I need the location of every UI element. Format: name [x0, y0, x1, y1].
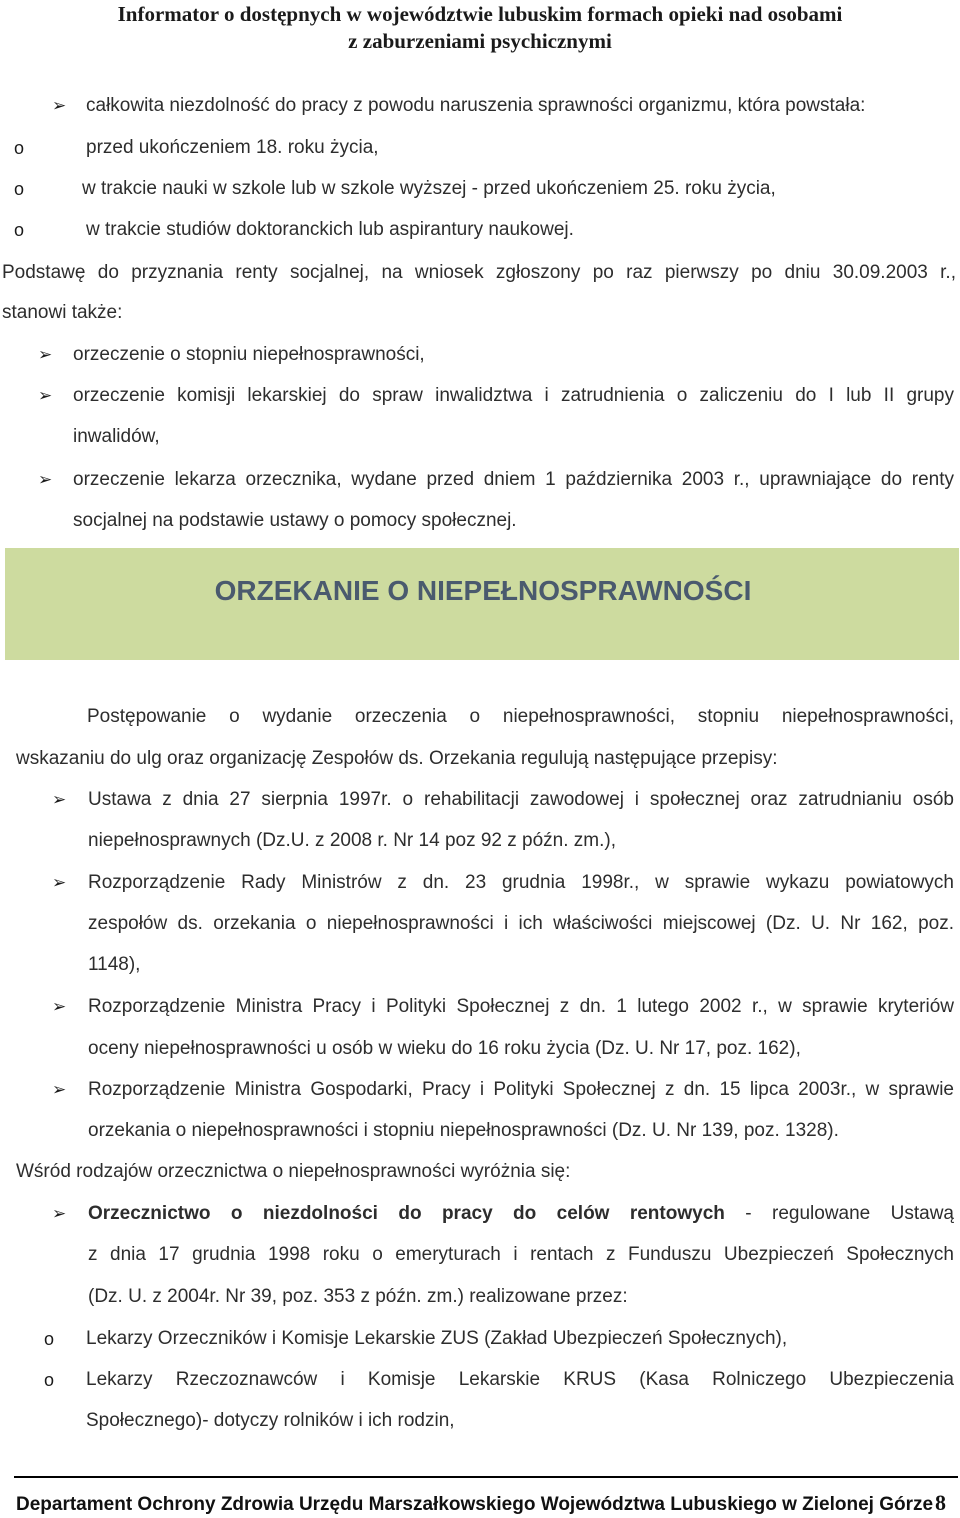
list-item: Lekarzy Rzeczoznawców i Komisje Lekarskie KRUS (Kasa Rolniczego Ubezpieczenia — [86, 1369, 954, 1390]
section-title: ORZEKANIE O NIEPEŁNOSPRAWNOŚCI — [214, 575, 752, 606]
arrow-bullet-icon: ➢ — [52, 1204, 67, 1223]
page-number: 8 — [935, 1490, 946, 1515]
circle-bullet-icon: o — [14, 179, 25, 199]
list-item: Rozporządzenie Ministra Gospodarki, Pracy i Polityki Społecznej z dn. 15 lipca 2003r., w sprawie — [88, 1079, 954, 1100]
circle-bullet-icon: o — [14, 138, 25, 158]
list-item-continuation: (Dz. U. z 2004r. Nr 39, poz. 353 z późn. zm.) realizowane przez: — [88, 1286, 628, 1307]
list-item: Rozporządzenie Rady Ministrów z dn. 23 grudnia 1998r., w sprawie wykazu powiatowych — [88, 872, 954, 893]
list-item: Lekarzy Orzeczników i Komisje Lekarskie ZUS (Zakład Ubezpieczeń Społecznych), — [86, 1328, 788, 1349]
paragraph-line: Podstawę do przyznania renty socjalnej, na wniosek zgłoszony po raz pierwszy po dniu 30.09.2003 r., — [2, 262, 956, 283]
list-item — [88, 1202, 954, 1226]
list-item: w trakcie nauki w szkole lub w szkole wyższej - przed ukończeniem 25. roku życia, — [82, 178, 776, 199]
paragraph-line: Postępowanie o wydanie orzeczenia o niepełnosprawności, stopniu niepełnosprawności, — [87, 706, 954, 727]
list-item-continuation: socjalnej na podstawie ustawy o pomocy społecznej. — [73, 510, 517, 531]
footer-divider — [14, 1476, 958, 1478]
arrow-bullet-icon: ➢ — [38, 345, 53, 364]
circle-bullet-icon: o — [14, 220, 25, 240]
arrow-bullet-icon: ➢ — [52, 96, 67, 115]
list-item-continuation: 1148), — [88, 954, 141, 975]
circle-bullet-icon: o — [44, 1329, 55, 1349]
list-item-continuation: z dnia 17 grudnia 1998 roku o emeryturach i rentach z Funduszu Ubezpieczeń Społecznych — [88, 1244, 954, 1265]
bold-term: Orzecznictwo o niezdolności do pracy do celów rentowych — [88, 1203, 725, 1224]
list-item-text: - regulowane Ustawą — [724, 1203, 954, 1224]
paragraph-line: Wśród rodzajów orzecznictwa o niepełnosprawności wyróżnia się: — [16, 1161, 571, 1182]
list-item: Ustawa z dnia 27 sierpnia 1997r. o rehabilitacji zawodowej i społecznej oraz zatrudnianiu osób — [88, 789, 954, 810]
list-item: orzeczenie o stopniu niepełnosprawności, — [73, 344, 425, 365]
paragraph-line: wskazaniu do ulg oraz organizację Zespołów ds. Orzekania regulują następujące przepisy: — [16, 748, 778, 769]
circle-bullet-icon: o — [44, 1370, 55, 1390]
list-item-continuation: oceny niepełnosprawności u osób w wieku do 16 roku życia (Dz. U. Nr 17, poz. 162), — [88, 1038, 801, 1059]
arrow-bullet-icon: ➢ — [52, 790, 67, 809]
list-item-continuation: inwalidów, — [73, 426, 160, 447]
arrow-bullet-icon: ➢ — [38, 470, 53, 489]
arrow-bullet-icon: ➢ — [52, 997, 67, 1016]
list-item: orzeczenie lekarza orzecznika, wydane przed dniem 1 października 2003 r., uprawniające do renty — [73, 469, 954, 490]
header-title-line-2: z zaburzeniami psychicznymi — [348, 29, 612, 53]
list-item-continuation: zespołów ds. orzekania o niepełnosprawności i ich właściwości miejscowej (Dz. U. Nr 162, poz. — [88, 913, 954, 934]
list-item: orzeczenie komisji lekarskiej do spraw inwalidztwa i zatrudnienia o zaliczeniu do I lub II grupy — [73, 385, 954, 406]
list-item-continuation: orzekania o niepełnosprawności i stopniu niepełnosprawności (Dz. U. Nr 139, poz. 1328). — [88, 1120, 839, 1141]
arrow-bullet-icon: ➢ — [52, 873, 67, 892]
arrow-bullet-icon: ➢ — [38, 386, 53, 405]
list-item: w trakcie studiów doktoranckich lub aspirantury naukowej. — [86, 219, 574, 240]
list-item: całkowita niezdolność do pracy z powodu naruszenia sprawności organizmu, która powstała: — [86, 95, 866, 116]
header-title-line-1: Informator o dostępnych w województwie lubuskim formach opieki nad osobami — [117, 2, 843, 26]
list-item-continuation: Społecznego)- dotyczy rolników i ich rodzin, — [86, 1410, 455, 1431]
list-item-continuation: niepełnosprawnych (Dz.U. z 2008 r. Nr 14 poz 92 z późn. zm.), — [88, 830, 617, 851]
list-item: Rozporządzenie Ministra Pracy i Polityki Społecznej z dn. 1 lutego 2002 r., w sprawie kryteriów — [88, 996, 954, 1017]
arrow-bullet-icon: ➢ — [52, 1080, 67, 1099]
footer-department: Departament Ochrony Zdrowia Urzędu Marszałkowskiego Województwa Lubuskiego w Zielonej Górze — [16, 1494, 934, 1515]
list-item: przed ukończeniem 18. roku życia, — [86, 137, 379, 158]
paragraph-line: stanowi także: — [2, 302, 123, 323]
